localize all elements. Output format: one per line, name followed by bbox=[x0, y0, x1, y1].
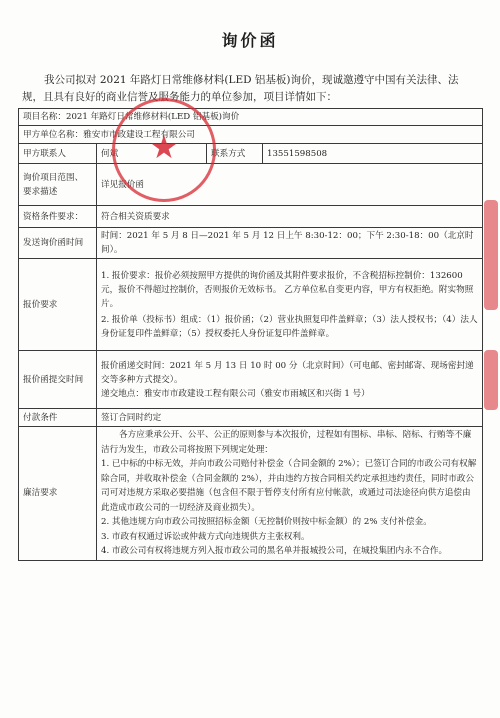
contact-person: 何斌 bbox=[97, 144, 207, 164]
quote-req-item-2: 2. 报价单（投标书）组成：（1）报价函；（2）营业执照复印件盖鲜章；（3）法人授权书；（4）法人身份证复印件盖鲜章；（5）授权委托人身份证复印件盖鲜章。 bbox=[101, 314, 478, 339]
submit-label: 报价函提交时间 bbox=[19, 351, 97, 409]
contact-method-label: 联系方式 bbox=[207, 144, 263, 164]
integrity-intro: 各方应秉承公开、公平、公正的原则参与本次报价，过程如有围标、串标、陪标、行贿等不廉洁行为发生，市政公司将按照下列规定处理： bbox=[101, 430, 472, 455]
row-project-name bbox=[19, 109, 483, 126]
project-name-label: 项目名称： bbox=[23, 112, 66, 122]
quote-req-item-1: 1. 报价要求：报价必须按照甲方提供的询价函及其附件要求报价，不含税招标控制价：132600 元，报价不得超过控制价，否则报价无效标书。 乙方单位私自变更内容，甲方有权拒绝。附实物照片。 bbox=[101, 270, 474, 309]
contact-phone: 13551598508 bbox=[263, 144, 483, 164]
row-integrity bbox=[19, 427, 483, 561]
row-send-time bbox=[19, 228, 483, 259]
seal-star-icon: ★ bbox=[149, 128, 179, 166]
send-time-label: 发送询价函时间 bbox=[19, 228, 97, 259]
scope-label-line1: 询价项目范围、 bbox=[23, 172, 84, 183]
row-quote-requirements bbox=[19, 259, 483, 351]
scope-value: 详见报价函 bbox=[97, 164, 483, 206]
buyer-name-value: 雅安市市政建设工程有限公司 bbox=[83, 129, 195, 140]
qualification-value: 符合相关资质要求 bbox=[97, 206, 483, 228]
inquiry-table bbox=[18, 108, 483, 561]
buyer-name-label: 甲方单位名称： bbox=[23, 129, 84, 140]
qualification-label: 资格条件要求： bbox=[19, 206, 97, 228]
integrity-label: 廉洁要求 bbox=[19, 427, 97, 561]
row-buyer-name bbox=[19, 126, 483, 144]
send-time-value: 时间：2021 年 5 月 8 日—2021 年 5 月 12 日上午 8:30-12：00；下午 2:30-18：00（北京时间）。 bbox=[97, 228, 483, 259]
document-title: 询价函 bbox=[221, 31, 279, 50]
row-scope bbox=[19, 164, 483, 206]
row-submit-time bbox=[19, 351, 483, 409]
row-contract bbox=[19, 409, 483, 427]
row-contact bbox=[19, 144, 483, 164]
contract-label: 付款条件 bbox=[19, 409, 97, 427]
integrity-item-3: 3. 市政有权通过诉讼或仲裁方式向违规供方主张权利。 bbox=[101, 531, 310, 542]
row-qualification bbox=[19, 206, 483, 228]
contact-label: 甲方联系人 bbox=[19, 144, 97, 164]
scope-label-line2: 要求描述 bbox=[23, 186, 58, 197]
quote-req-label: 报价要求 bbox=[19, 259, 97, 351]
integrity-item-2: 2. 其他违规方向市政公司按照招标金额（无控制价则按中标金额）的 2% 支付补偿金。 bbox=[101, 517, 432, 527]
submit-time-value: 报价函递交时间：2021 年 5 月 13 日 10 时 00 分（北京时间）（可电邮、密封邮寄、现场密封递交等多种方式提交）。 bbox=[101, 360, 474, 385]
project-name-value: 2021 年路灯日常维修材料(LED 铝基板)询价 bbox=[65, 112, 240, 122]
contract-value: 签订合同时约定 bbox=[97, 409, 483, 427]
submit-place-value: 递交地点：雅安市市政建设工程有限公司（雅安市雨城区和兴街 1 号） bbox=[101, 388, 370, 399]
intro-paragraph: 我公司拟对 2021 年路灯日常维修材料(LED 铝基板)询价，现诚邀遵守中国有关法律、法规，且具有良好的商业信誉及服务能力的单位参加，项目详情如下： bbox=[22, 74, 459, 103]
integrity-item-4: 4. 市政公司有权将违规方列入报市政公司的黑名单并报城投公司，在城投集团内永不合作。 bbox=[101, 546, 448, 556]
integrity-item-1: 1. 已中标的中标无效，并向市政公司赔付补偿金（合同金额的 2%）；已签订合同的市政公司有权解除合同，并收取补偿金（合同金额的 2%），并由违约方按合同相关约定承担违约责任，同时市政公司可对违规方采取必要措施（包含但不限于暂停支付所有应付帐款，或通过司法途径向供方追偿由此造成市政公司的一切经济及商业损失）。 bbox=[101, 459, 477, 513]
seam-stamp bbox=[482, 200, 500, 560]
